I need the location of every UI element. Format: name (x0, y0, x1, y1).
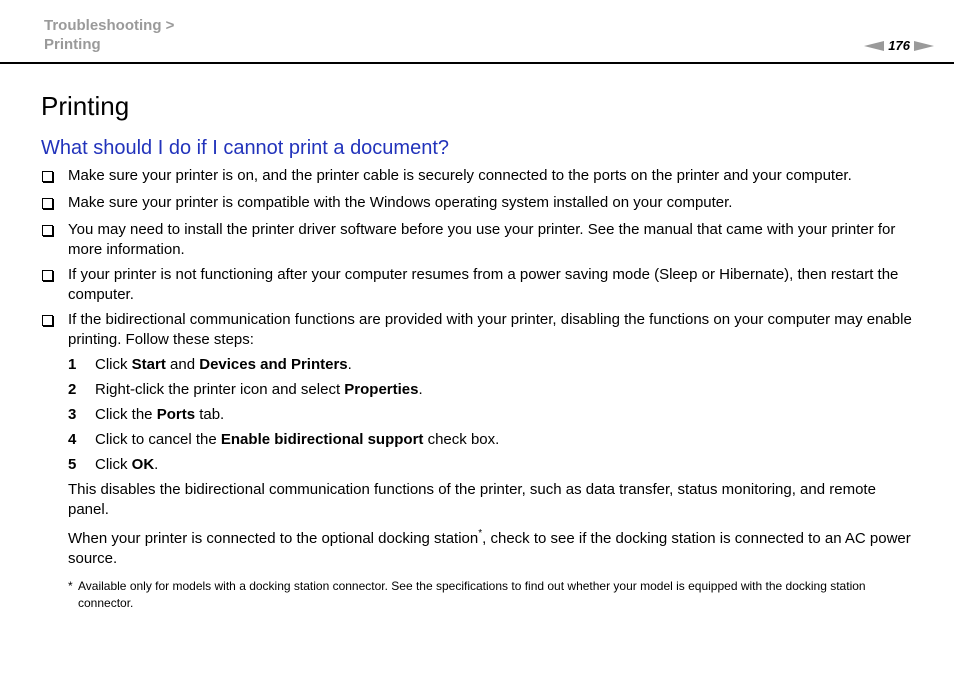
bullet-item (41, 220, 913, 260)
previous-page-arrow-icon[interactable] (864, 41, 884, 51)
bullet-text: Make sure your printer is on, and the printer cable is securely connected to the ports on the printer and your computer. (68, 167, 852, 184)
breadcrumb-troubleshooting[interactable]: Troubleshooting > (44, 17, 175, 34)
main-content (41, 166, 913, 612)
step-text: Click the Ports tab. (95, 406, 225, 423)
bullet-text: Make sure your printer is compatible with the Windows operating system installed on your computer. (68, 194, 733, 211)
page-navigation (864, 38, 934, 53)
bullet-checkbox-icon (41, 166, 68, 188)
footnote-text: Available only for models with a docking station connector. See the specifications to find out whether your model is equipped with the docking station connector. (78, 579, 866, 610)
step-text: Click OK. (95, 456, 159, 473)
docking-station-paragraph: When your printer is connected to the optional docking station*, check to see if the docking station is connected to an AC power source. (68, 528, 911, 567)
step-number: 5 (68, 456, 77, 473)
step-list (68, 355, 913, 475)
bullet-checkbox-icon (41, 310, 68, 350)
header-divider (0, 62, 954, 64)
bullet-text: You may need to install the printer driver software before you use your printer. See the manual that came with your printer for more information. (68, 221, 896, 258)
bullet-item (41, 310, 913, 350)
next-page-arrow-icon[interactable] (914, 41, 934, 51)
bullet-item (41, 265, 913, 305)
step-item (68, 355, 913, 375)
step-number: 1 (68, 356, 77, 373)
footnote (68, 578, 913, 612)
bullet-checkbox-icon (41, 265, 68, 305)
step-text: Right-click the printer icon and select Properties. (95, 381, 423, 398)
bullet-checkbox-icon (41, 193, 68, 215)
step-text: Click to cancel the Enable bidirectional support check box. (95, 431, 500, 448)
step-item (68, 405, 913, 425)
section-heading: What should I do if I cannot print a document? (41, 137, 450, 159)
bullet-item (41, 166, 913, 188)
bullet-checkbox-icon (41, 220, 68, 260)
breadcrumb-printing[interactable]: Printing (44, 36, 101, 53)
step-number: 4 (68, 431, 77, 448)
footnote-mark: * (68, 579, 73, 593)
bullet-text: If your printer is not functioning after your computer resumes from a power saving mode (Sleep or Hibernate), then restart the computer. (68, 266, 899, 303)
step-item (68, 430, 913, 450)
step-item (68, 380, 913, 400)
footnote-reference: * (478, 528, 483, 539)
result-paragraph: This disables the bidirectional communication functions of the printer, such as data transfer, status monitoring, and remote panel. (68, 481, 876, 518)
step-number: 2 (68, 381, 77, 398)
page-number: 176 (888, 38, 910, 53)
step-number: 3 (68, 406, 77, 423)
page-title: Printing (41, 91, 130, 121)
bullet-text: If the bidirectional communication functions are provided with your printer, disabling the functions on your computer may enable printing. Follow these steps: (68, 311, 912, 348)
bullet-item (41, 193, 913, 215)
breadcrumb (44, 16, 174, 54)
step-text: Click Start and Devices and Printers. (95, 356, 352, 373)
step-item (68, 455, 913, 475)
